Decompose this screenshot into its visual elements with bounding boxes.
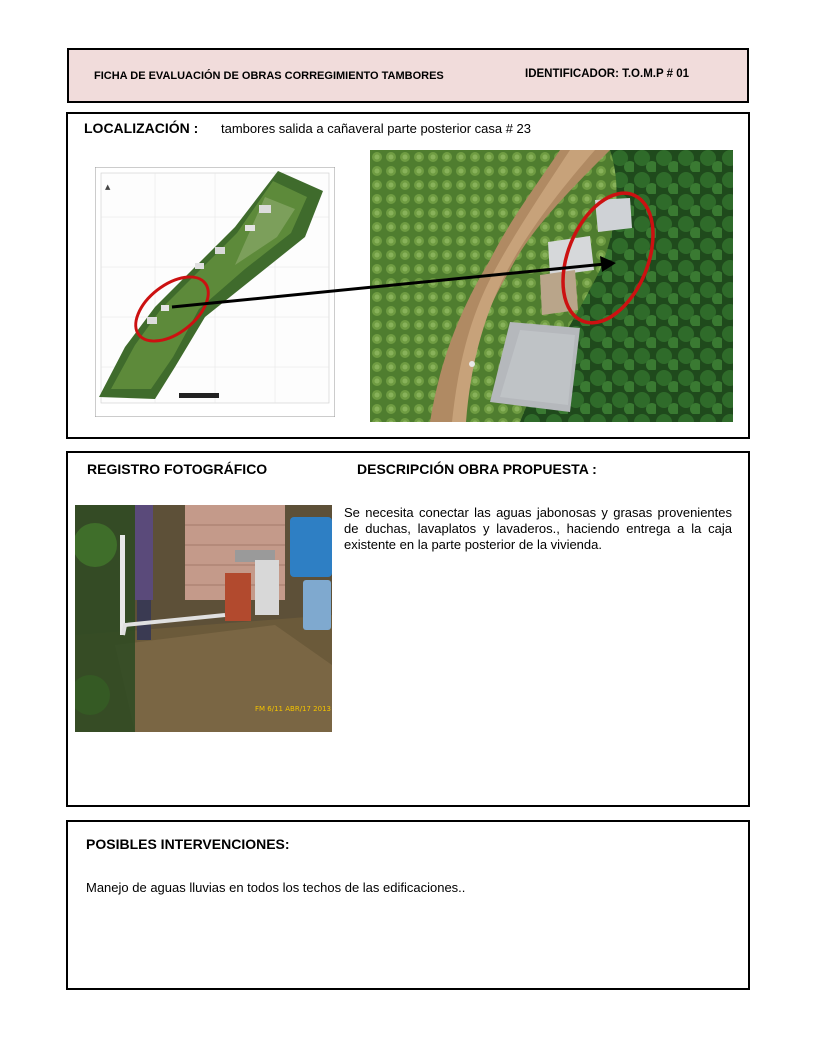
interventions-text: Manejo de aguas lluvias en todos los techos de las edificaciones.. <box>86 880 466 895</box>
interventions-label: POSIBLES INTERVENCIONES: <box>86 836 290 852</box>
field-photo <box>75 505 332 732</box>
photo-date-stamp: FM 6/11 ABR/17 2013 <box>255 705 331 713</box>
identifier-label: IDENTIFICADOR: T.O.M.P # 01 <box>525 68 690 80</box>
svg-text:▲: ▲ <box>105 183 111 191</box>
document-title: FICHA DE EVALUACIÓN DE OBRAS CORREGIMIENTO TAMBORES <box>94 70 444 82</box>
location-label: LOCALIZACIÓN : <box>84 120 199 136</box>
location-value: tambores salida a cañaveral parte posterior casa # 23 <box>221 121 532 136</box>
description-label: DESCRIPCIÓN OBRA PROPUESTA : <box>357 461 597 477</box>
interventions-section <box>66 820 750 990</box>
description-text: Se necesita conectar las aguas jabonosas y grasas provenientes de duchas, lavaplatos y lavaderos., haciendo entrega a la caja existente en la parte posterior de la vivienda. <box>344 505 732 552</box>
photo-record-label: REGISTRO FOTOGRÁFICO <box>87 461 268 477</box>
